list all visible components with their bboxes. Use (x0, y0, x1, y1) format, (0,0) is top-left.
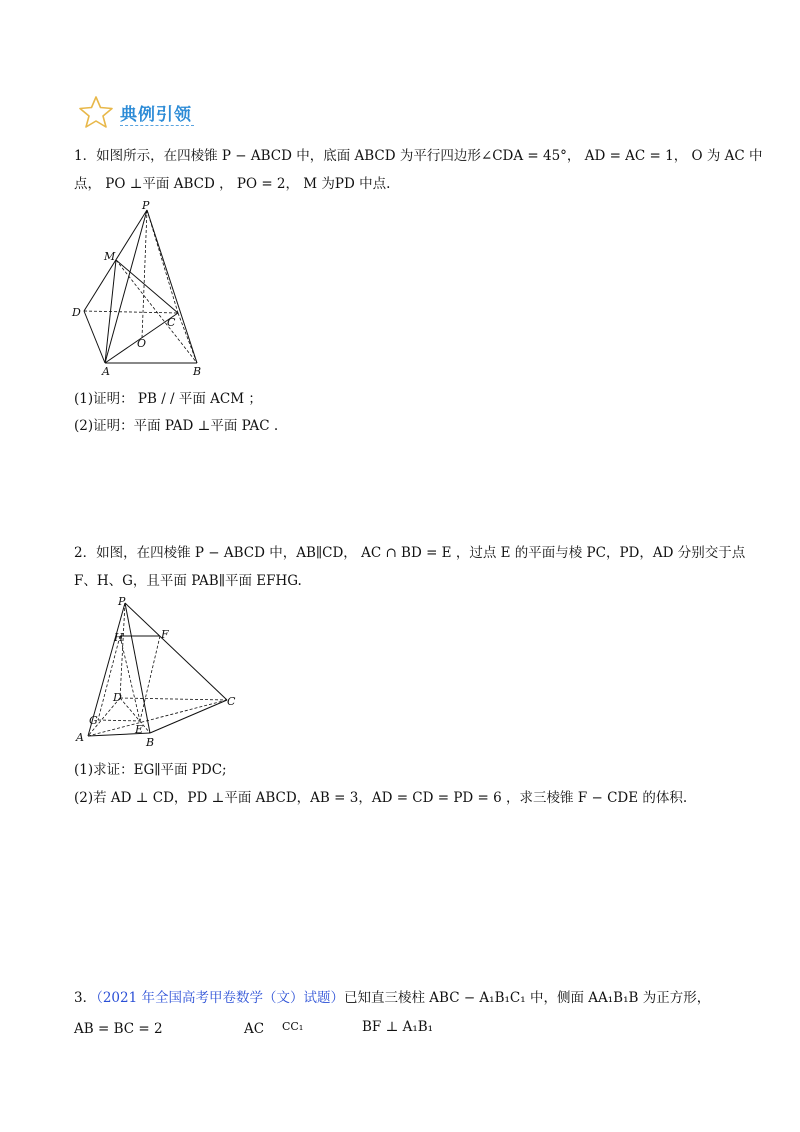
section-title: 典例引领 (120, 105, 192, 125)
problem2-figure (70, 593, 250, 753)
problem2-part1: (1)求证：EG∥平面 PDC; (74, 762, 227, 778)
fig2-label-B: B (146, 736, 155, 749)
problem2-line1: 2．如图，在四棱锥 P − ABCD 中，AB∥CD， AC ∩ BD = E ，过点 E 的平面与棱 PC，PD，AD 分别交于点 (74, 545, 746, 561)
fig2-label-D: D (113, 691, 122, 704)
problem3-line1 (74, 989, 710, 1007)
fig2-label-G: G (89, 714, 98, 727)
section-underline (120, 125, 194, 126)
problem3-number: 3． (74, 990, 97, 1006)
problem3-term-3: CC₁ (282, 1020, 304, 1033)
fig1-label-B: B (193, 365, 202, 378)
fig1-label-C: C (167, 316, 176, 329)
problem2-part2: (2)若 AD ⊥ CD，PD ⊥平面 ABCD，AB = 3，AD = CD = PD = 6 ，求三棱锥 F − CDE 的体积. (74, 790, 688, 806)
fig2-label-C: C (227, 695, 236, 708)
problem2-line2: F、H、G，且平面 PAB∥平面 EFHG. (74, 573, 302, 589)
problem1-line1: 1．如图所示，在四棱锥 P − ABCD 中，底面 ABCD 为平行四边形∠CDA = 45°， AD = AC = 1， O 为 AC 中 (74, 148, 763, 164)
problem3-term-4: BF ⊥ A₁B₁ (362, 1019, 434, 1035)
section-header (78, 93, 198, 133)
fig2-label-A: A (76, 731, 84, 744)
problem1-figure (70, 198, 210, 378)
fig2-label-H: H (114, 631, 124, 644)
problem1-part2: (2)证明：平面 PAD ⊥平面 PAC . (74, 418, 279, 434)
fig2-label-E: E (135, 723, 144, 736)
fig1-label-M: M (104, 250, 116, 263)
star-outline-icon (78, 95, 114, 129)
fig1-label-A: A (102, 365, 110, 378)
problem3-term-1: AB = BC = 2 (74, 1021, 163, 1037)
fig1-label-P: P (142, 199, 150, 212)
problem1-part1: (1)证明： PB / / 平面 ACM ； (74, 391, 262, 407)
problem3-term-2: AC (244, 1021, 265, 1037)
problem1-line2: 点， PO ⊥平面 ABCD ， PO = 2， M 为PD 中点. (74, 176, 391, 192)
fig1-label-D: D (72, 306, 81, 319)
fig2-label-F: F (161, 628, 169, 641)
problem3-text: 已知直三棱柱 ABC − A₁B₁C₁ 中，侧面 AA₁B₁B 为正方形， (344, 990, 711, 1006)
problem3-source: （2021 年全国高考甲卷数学（文）试题） (96, 990, 344, 1006)
fig2-label-P: P (118, 595, 126, 608)
fig1-label-O: O (137, 337, 147, 350)
